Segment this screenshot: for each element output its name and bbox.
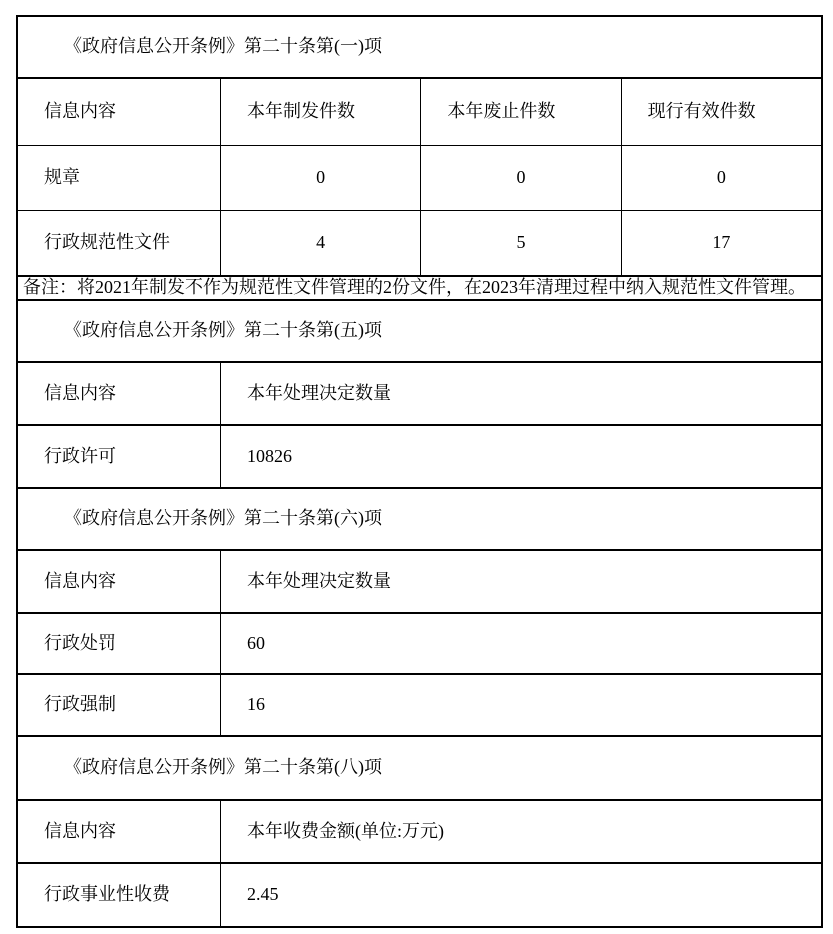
table6-header-info-content: 信息内容 xyxy=(44,570,116,591)
table-row xyxy=(18,146,821,211)
table1-header-row xyxy=(18,79,821,146)
table-row xyxy=(18,426,821,489)
remark-text: 备注：将2021年制发不作为规范性文件管理的2份文件，在2023年清理过程中纳入规范性文件管理。 xyxy=(23,277,806,298)
table6-header-decisions-count: 本年处理决定数量 xyxy=(220,551,821,612)
section-title-item-8 xyxy=(18,737,821,801)
section-title-text: 《政府信息公开条例》第二十条第(八)项 xyxy=(64,757,382,778)
table5-header-info-content: 信息内容 xyxy=(44,382,116,403)
row-label-administrative-coercion: 行政强制 xyxy=(44,694,116,715)
disclosure-statistics-table xyxy=(16,15,823,928)
row-label-administrative-fees: 行政事业性收费 xyxy=(44,884,170,905)
value-cell: 60 xyxy=(220,614,821,673)
remark-row xyxy=(18,277,821,301)
table-row xyxy=(18,864,821,926)
value-cell: 10826 xyxy=(220,426,821,487)
section-title-item-6 xyxy=(18,489,821,551)
section-title-text: 《政府信息公开条例》第二十条第(六)项 xyxy=(64,508,382,529)
table-row xyxy=(18,211,821,277)
section-title-text: 《政府信息公开条例》第二十条第(五)项 xyxy=(64,320,382,341)
row-label-administrative-penalty: 行政处罚 xyxy=(44,632,116,653)
row-label-normative-documents: 行政规范性文件 xyxy=(44,232,170,253)
value-cell: 0 xyxy=(621,146,821,210)
value-cell: 5 xyxy=(420,211,620,275)
row-label-administrative-license: 行政许可 xyxy=(44,445,116,466)
table1-header-info-content: 信息内容 xyxy=(44,101,116,122)
table1-header-issued-this-year: 本年制发件数 xyxy=(220,79,420,145)
value-cell: 4 xyxy=(220,211,420,275)
value-cell: 17 xyxy=(621,211,821,275)
table1-header-currently-effective: 现行有效件数 xyxy=(621,79,821,145)
table8-header-row xyxy=(18,801,821,864)
table-row xyxy=(18,675,821,737)
table5-header-decisions-count: 本年处理决定数量 xyxy=(220,363,821,424)
table5-header-row xyxy=(18,363,821,426)
value-cell: 0 xyxy=(420,146,620,210)
section-title-item-1 xyxy=(18,17,821,79)
table6-header-row xyxy=(18,551,821,614)
row-label-regulations: 规章 xyxy=(44,167,80,188)
section-title-text: 《政府信息公开条例》第二十条第(一)项 xyxy=(64,36,382,57)
section-title-item-5 xyxy=(18,301,821,363)
table8-header-info-content: 信息内容 xyxy=(44,820,116,841)
value-cell: 2.45 xyxy=(220,864,821,926)
table8-header-fees-collected: 本年收费金额(单位:万元) xyxy=(220,801,821,862)
table-row xyxy=(18,614,821,675)
value-cell: 0 xyxy=(220,146,420,210)
value-cell: 16 xyxy=(220,675,821,735)
table1-header-repealed-this-year: 本年废止件数 xyxy=(420,79,620,145)
